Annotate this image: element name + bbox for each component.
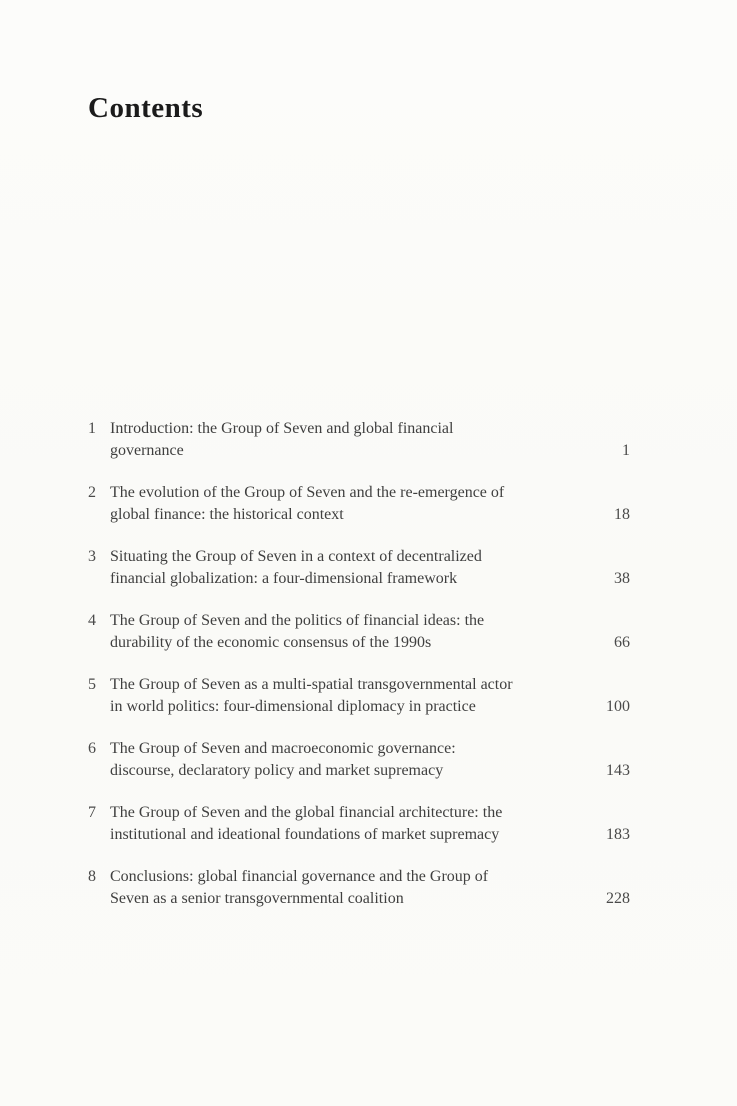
chapter-title-line2: global finance: the historical context [110,506,344,523]
chapter-number: 2 [88,484,96,501]
toc-entry [88,738,630,782]
page-number: 143 [606,762,630,779]
chapter-title [110,866,588,910]
chapter-title [110,738,588,782]
chapter-number: 3 [88,548,96,565]
chapter-title-line1: Conclusions: global financial governance and the Group of [110,868,489,885]
chapter-number: 7 [88,804,96,821]
chapter-title-line1: The Group of Seven as a multi-spatial transgovernmental actor [110,676,513,693]
chapter-title-line1: The Group of Seven and the politics of financial ideas: the [110,612,485,629]
toc-list [88,418,630,930]
chapter-title-line2: governance [110,442,184,459]
toc-entry [88,674,630,718]
chapter-title [110,610,588,654]
chapter-number: 6 [88,740,96,757]
page-number: 18 [614,506,630,523]
chapter-title-line2: discourse, declaratory policy and market supremacy [110,762,444,779]
chapter-title-line1: The Group of Seven and macroeconomic governance: [110,740,456,757]
page-title: Contents [88,92,204,124]
toc-entry [88,866,630,910]
chapter-title-line2: Seven as a senior transgovernmental coalition [110,890,404,907]
chapter-title [110,546,588,590]
page-number: 1 [622,442,630,459]
chapter-number: 8 [88,868,96,885]
chapter-title-line1: The Group of Seven and the global financial architecture: the [110,804,503,821]
page-number: 183 [606,826,630,843]
chapter-title-line1: Situating the Group of Seven in a context of decentralized [110,548,482,565]
toc-entry [88,802,630,846]
chapter-number: 4 [88,612,96,629]
chapter-number: 5 [88,676,96,693]
chapter-title-line1: The evolution of the Group of Seven and the re-emergence of [110,484,505,501]
chapter-title-line2: institutional and ideational foundations of market supremacy [110,826,500,843]
toc-entry [88,482,630,526]
chapter-title [110,802,588,846]
chapter-title [110,674,588,718]
chapter-title-line2: in world politics: four-dimensional diplomacy in practice [110,698,476,715]
chapter-title-line2: financial globalization: a four-dimensional framework [110,570,458,587]
chapter-number: 1 [88,420,96,437]
toc-entry [88,546,630,590]
chapter-title-line2: durability of the economic consensus of the 1990s [110,634,432,651]
toc-entry [88,418,630,462]
chapter-title [110,482,588,526]
toc-entry [88,610,630,654]
chapter-title [110,418,588,462]
page-number: 66 [614,634,630,651]
page-number: 38 [614,570,630,587]
page-number: 228 [606,890,630,907]
page-number: 100 [606,698,630,715]
chapter-title-line1: Introduction: the Group of Seven and global financial [110,420,454,437]
